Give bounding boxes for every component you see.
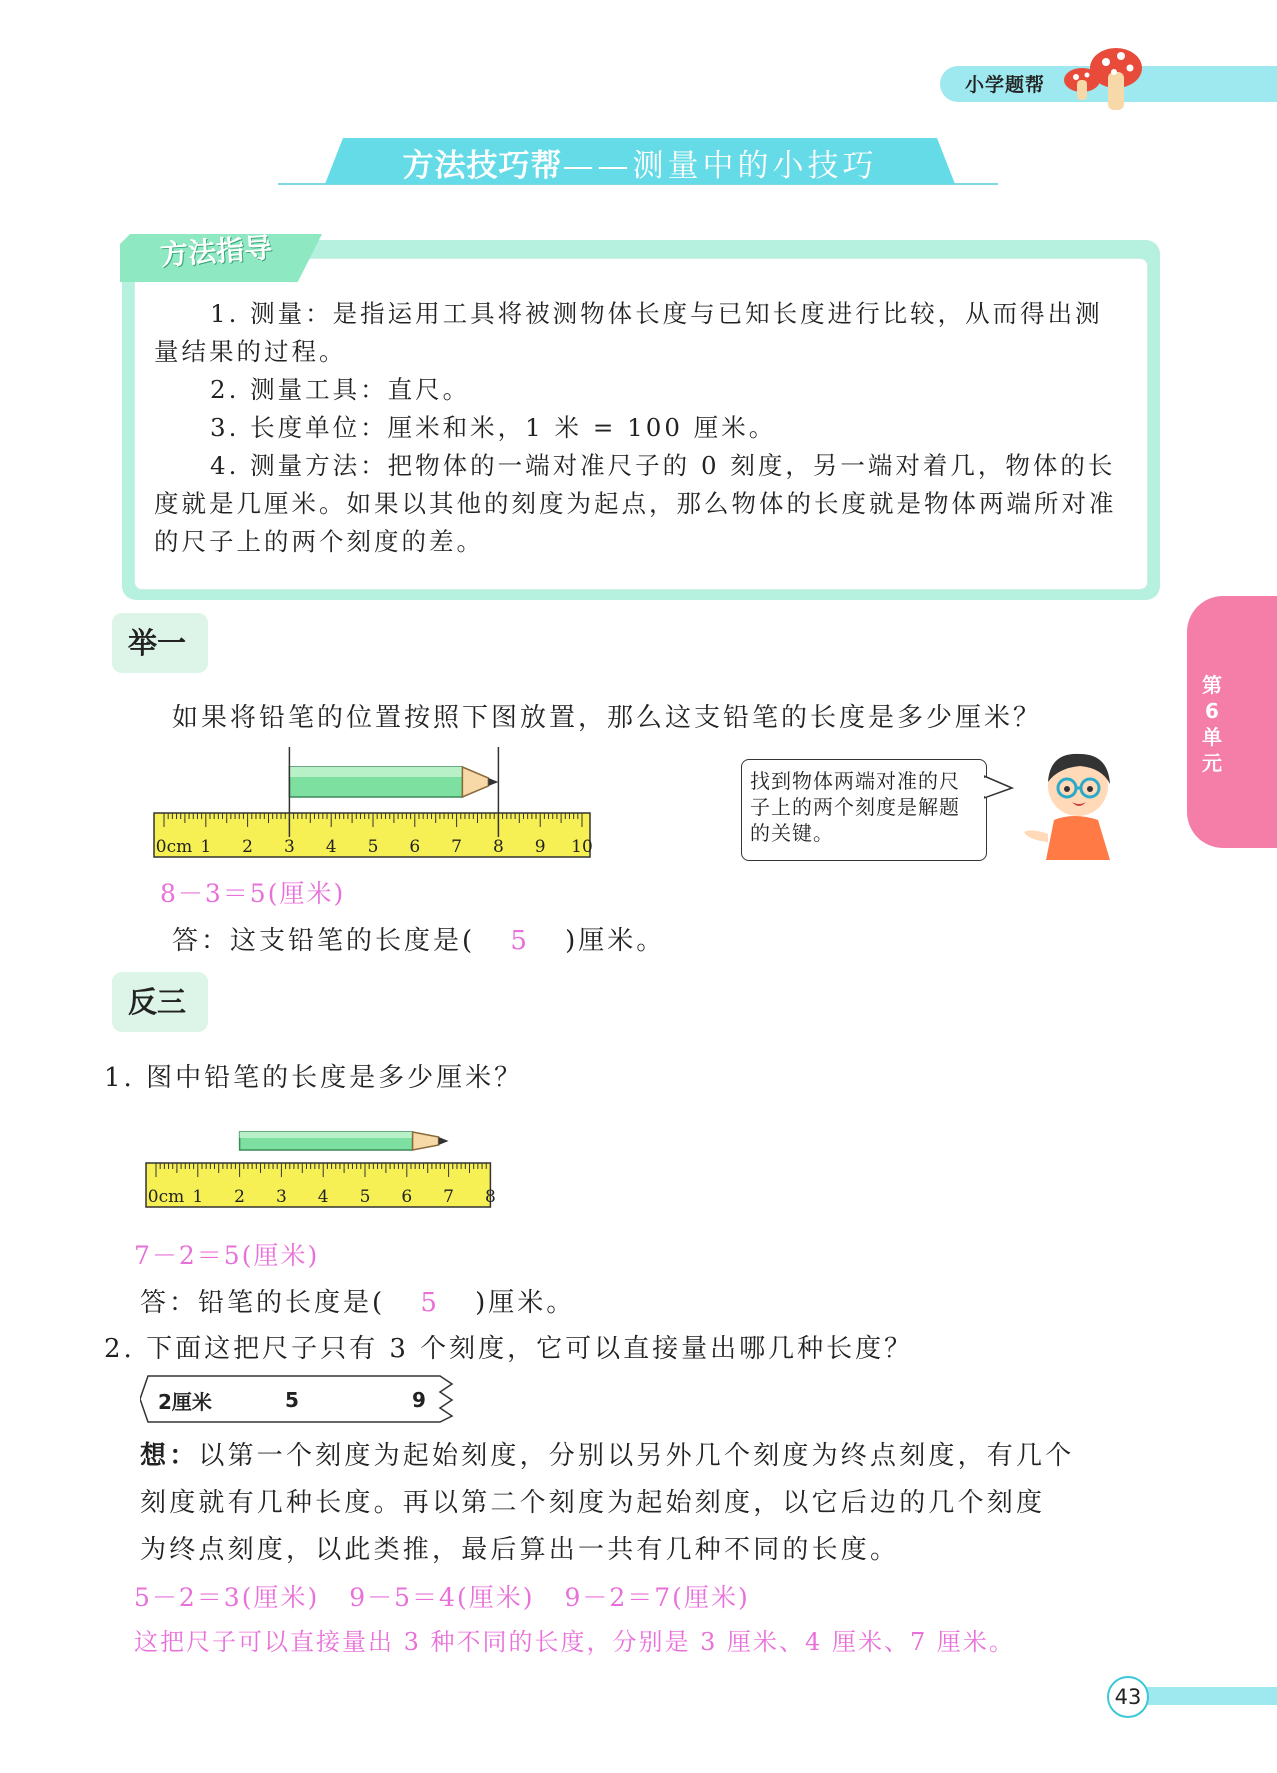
example-tag: 举一	[112, 613, 208, 673]
practice-calc-1: 7－2＝5(厘米)	[134, 1241, 320, 1270]
page-number: 43	[1107, 1676, 1149, 1718]
practice-question-2: 2. 下面这把尺子只有 3 个刻度，它可以直接量出哪几种长度？	[104, 1334, 914, 1364]
ruler-label-0: 0cm	[155, 837, 193, 857]
ruler-label-3: 3	[275, 1187, 287, 1207]
ruler-label-8: 8	[484, 1187, 496, 1207]
example-ruler	[154, 813, 593, 857]
practice-conclusion: 这把尺子可以直接量出 3 种不同的长度，分别是 3 厘米、4 厘米、7 厘米。	[134, 1628, 1015, 1656]
bubble-tail	[984, 772, 1014, 802]
method-point-1: 1. 测量：是指运用工具将被测物体长度与已知长度进行比较，从而得出测量结果的过程。	[154, 299, 1103, 366]
ruler-label-4: 4	[317, 1187, 329, 1207]
three-mark-ruler	[140, 1374, 458, 1424]
think-block: 想：以第一个刻度为起始刻度，分别以另外几个刻度为终点刻度，有几个 刻度就有几种长度。再以第二个刻度为起始刻度，以它后边的几个刻度 为终点刻度，以此类推，最后算出一共有几种不同的长度。	[140, 1441, 1075, 1565]
example-question: 如果将铅笔的位置按照下图放置，那么这支铅笔的长度是多少厘米？	[172, 703, 1043, 733]
practice-question-1: 1. 图中铅笔的长度是多少厘米？	[104, 1063, 524, 1093]
ruler-label-6: 6	[401, 1187, 413, 1207]
ruler-label-1: 1	[200, 837, 212, 857]
header-label: 小学题帮	[965, 74, 1046, 96]
ruler-label-2: 2	[242, 837, 254, 857]
ruler-mark-9: 9	[412, 1388, 426, 1412]
page-number-strip	[1140, 1687, 1277, 1705]
ruler-label-3: 3	[283, 837, 295, 857]
ruler-label-7: 7	[443, 1187, 455, 1207]
example-calc: 8－3＝5(厘米)	[160, 879, 346, 908]
practice-answer-1: 答：铅笔的长度是( 5 )厘米。	[140, 1288, 576, 1318]
practice-figure	[140, 1120, 560, 1215]
page-title: 方法技巧帮——测量中的小技巧	[402, 148, 878, 184]
ruler-label-7: 7	[451, 837, 463, 857]
ruler-label-9: 9	[534, 837, 546, 857]
ruler-label-1: 1	[192, 1187, 204, 1207]
practice-calc-2: 5－2＝3(厘米) 9－5＝4(厘米) 9－2＝7(厘米)	[134, 1583, 750, 1612]
practice-ruler	[146, 1163, 496, 1207]
method-text	[154, 295, 1126, 561]
unit-side-tab-label: 第6单元	[1202, 673, 1222, 775]
hint-bubble-text: 找到物体两端对准的尺子上的两个刻度是解题的关键。	[750, 769, 960, 845]
ruler-label-6: 6	[409, 837, 421, 857]
boy-avatar	[1018, 742, 1128, 860]
method-point-2: 2. 测量工具：直尺。	[210, 375, 471, 404]
ruler-label-0: 0cm	[147, 1187, 185, 1207]
think-label: 想：	[140, 1441, 199, 1471]
method-point-4: 4. 测量方法：把物体的一端对准尺子的 0 刻度，另一端对着几，物体的长度就是几厘米。如果以其他的刻度为起点，那么物体的长度就是物体两端所对准的尺子上的两个刻度的差。	[154, 451, 1117, 556]
practice-tag: 反三	[112, 972, 208, 1032]
method-point-3: 3. 长度单位：厘米和米，1 米 = 100 厘米。	[210, 413, 777, 442]
ruler-label-5: 5	[359, 1187, 371, 1207]
ruler-label-10: 10	[571, 837, 593, 857]
ruler-mark-5: 5	[285, 1388, 299, 1412]
example-figure	[150, 745, 670, 860]
ruler-mark-2: 2厘米	[158, 1390, 212, 1414]
ruler-label-2: 2	[234, 1187, 246, 1207]
example-answer: 答：这支铅笔的长度是( 5 )厘米。	[172, 926, 666, 956]
ruler-label-4: 4	[325, 837, 337, 857]
method-badge-label: 方法指导	[159, 231, 274, 272]
mushroom-icon	[1058, 44, 1148, 114]
ruler-label-5: 5	[367, 837, 379, 857]
ruler-label-8: 8	[492, 837, 504, 857]
practice-pencil	[240, 1132, 449, 1150]
